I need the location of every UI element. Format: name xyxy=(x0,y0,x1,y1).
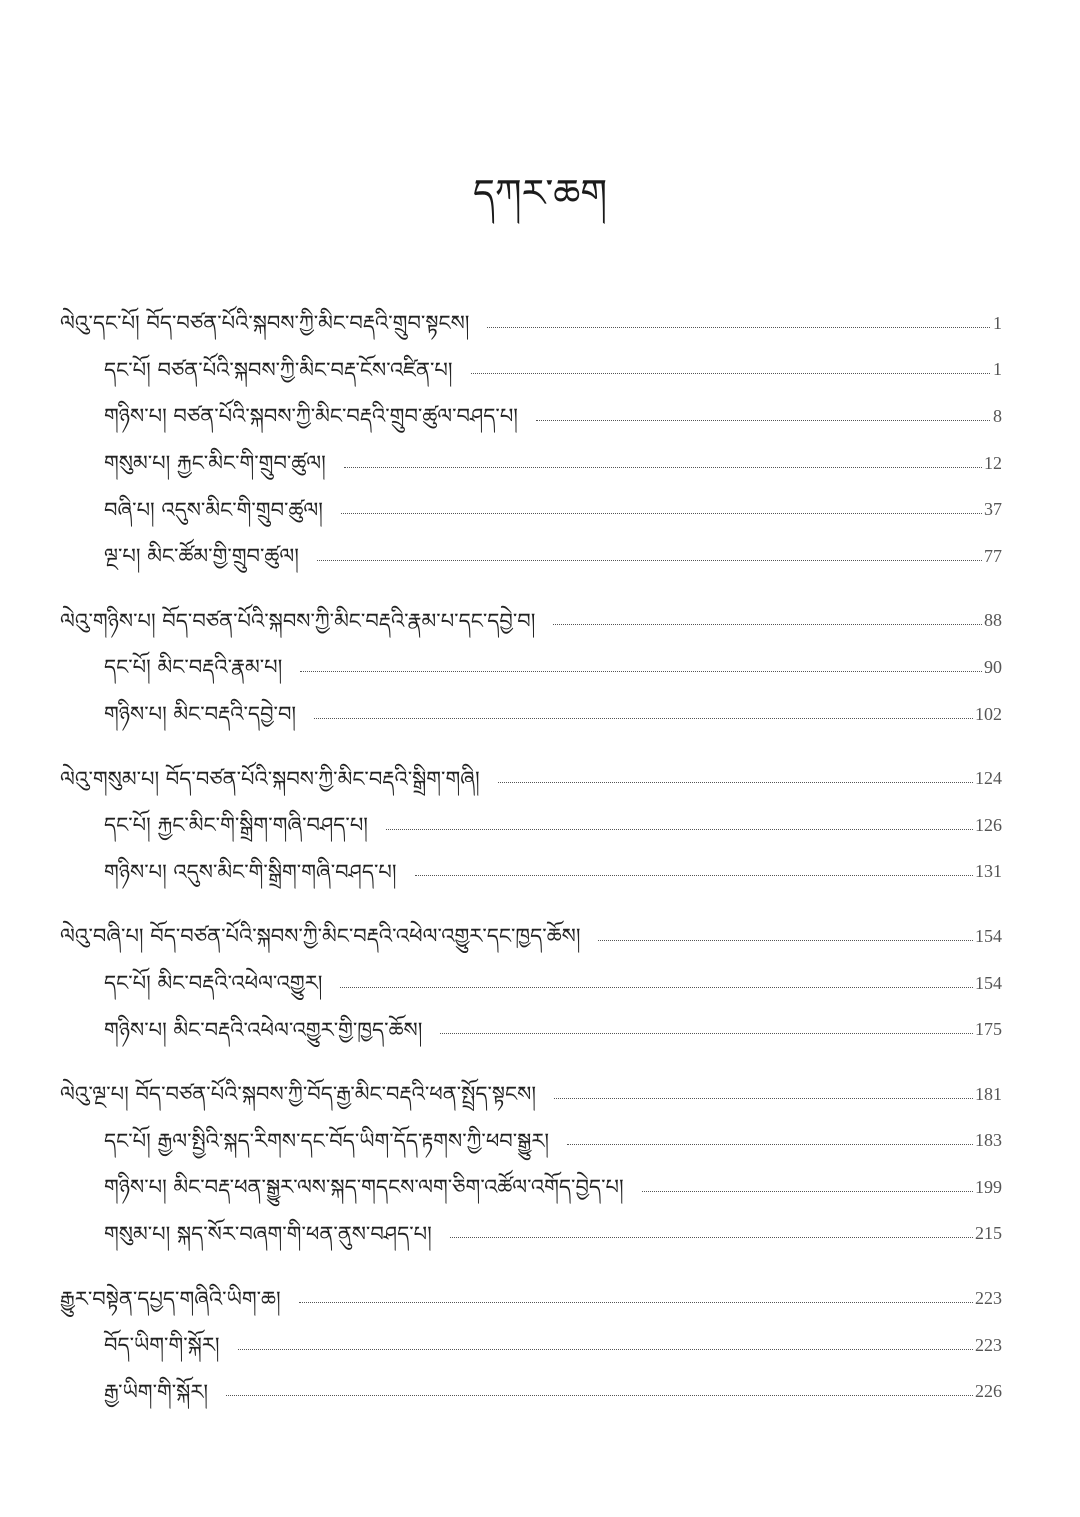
dot-leader xyxy=(415,875,973,876)
toc-entry-label: བཞི་པ། འདུས་མིང་གི་གྲུབ་ཚུལ། xyxy=(104,497,323,522)
toc-page-number: 183 xyxy=(975,1130,1002,1151)
dot-leader xyxy=(471,373,990,374)
toc-page-number: 1 xyxy=(993,312,1002,333)
dot-leader xyxy=(341,513,982,514)
toc-section-entry[interactable] xyxy=(60,1211,1002,1258)
dot-leader xyxy=(487,327,990,328)
toc-page-number: 8 xyxy=(993,405,1002,426)
dot-leader xyxy=(314,718,973,719)
dot-leader xyxy=(567,1144,973,1145)
chapter-2 xyxy=(60,598,1002,738)
toc-entry-label: གསུམ་པ། རྐྱང་མིང་གི་གྲུབ་ཚུལ། xyxy=(104,451,326,476)
dot-leader xyxy=(344,467,982,468)
toc-page-number: 124 xyxy=(975,768,1002,789)
toc-section-entry[interactable] xyxy=(60,1322,1002,1369)
dot-leader xyxy=(238,1349,973,1350)
toc-entry-label: ལེའུ་བཞི་པ། བོད་བཙན་པོའི་སྐབས་ཀྱི་མིང་བརྡའི་འཕེལ་འགྱུར་དང་ཁྱད་ཆོས། xyxy=(60,924,581,949)
toc-page-number: 154 xyxy=(975,925,1002,946)
table-of-contents xyxy=(60,300,1002,1433)
toc-section-entry[interactable] xyxy=(60,802,1002,849)
toc-page-number: 131 xyxy=(975,861,1002,882)
toc-entry-label: ལེའུ་དང་པོ། བོད་བཙན་པོའི་སྐབས་ཀྱི་མིང་བརྡའི་གྲུབ་སྟངས། xyxy=(60,311,470,336)
toc-section-entry[interactable] xyxy=(60,1006,1002,1053)
toc-entry-label: རྒྱུར་བསྟེན་དཔྱད་གཞིའི་ཡིག་ཆ། xyxy=(60,1286,281,1311)
toc-entry-label: གསུམ་པ། སྐད་སོར་བཞག་གི་ཕན་ནུས་བཤད་པ། xyxy=(104,1221,432,1246)
page-title: དཀར་ཆག xyxy=(472,171,608,215)
toc-page-number: 77 xyxy=(984,545,1002,566)
toc-entry-label: ལེའུ་ལྔ་པ། བོད་བཙན་པོའི་སྐབས་ཀྱི་བོད་རྒྱ་མིང་བརྡའི་ཕན་སྤྲོད་སྟངས། xyxy=(60,1082,537,1107)
toc-entry-label: རྒྱ་ཡིག་གི་སྐོར། xyxy=(104,1379,209,1404)
toc-section-entry[interactable] xyxy=(60,440,1002,487)
dot-leader xyxy=(386,829,973,830)
toc-section-entry[interactable] xyxy=(60,533,1002,580)
toc-chapter-heading[interactable] xyxy=(60,598,1002,645)
toc-entry-label: གཉིས་པ། བཙན་པོའི་སྐབས་ཀྱི་མིང་བརྡའི་གྲུབ་ཚུལ་བཤད་པ། xyxy=(104,404,518,429)
toc-page-number: 215 xyxy=(975,1223,1002,1244)
toc-entry-label: དང་པོ། རྐྱང་མིང་གི་སྒྲིག་གཞི་བཤད་པ། xyxy=(104,813,368,838)
bibliography xyxy=(60,1275,1002,1415)
toc-section-entry[interactable] xyxy=(60,1368,1002,1415)
toc-page-number: 175 xyxy=(975,1019,1002,1040)
toc-section-entry[interactable] xyxy=(60,486,1002,533)
toc-page-number: 181 xyxy=(975,1083,1002,1104)
dot-leader xyxy=(440,1033,973,1034)
toc-entry-label: བོད་ཡིག་གི་སྐོར། xyxy=(104,1333,220,1358)
toc-entry-label: ལེའུ་གཉིས་པ། བོད་བཙན་པོའི་སྐབས་ཀྱི་མིང་བརྡའི་རྣམ་པ་དང་དབྱེ་བ། xyxy=(60,608,536,633)
toc-page-number: 90 xyxy=(984,656,1002,677)
dot-leader xyxy=(450,1237,973,1238)
dot-leader xyxy=(536,420,990,421)
toc-entry-label: གཉིས་པ། མིང་བརྡ་ཕན་སྒྱུར་ལས་སྐད་གདངས་ལག་ཅིག་འཚོལ་འགོད་བྱེད་པ། xyxy=(104,1175,624,1200)
dot-leader xyxy=(340,987,973,988)
dot-leader xyxy=(226,1395,973,1396)
toc-section-entry[interactable] xyxy=(60,393,1002,440)
dot-leader xyxy=(598,940,973,941)
toc-chapter-heading[interactable] xyxy=(60,1071,1002,1118)
toc-section-entry[interactable] xyxy=(60,849,1002,896)
dot-leader xyxy=(554,1098,973,1099)
toc-entry-label: དང་པོ། མིང་བརྡའི་འཕེལ་འགྱུར། xyxy=(104,971,323,996)
dot-leader xyxy=(317,560,982,561)
toc-entry-label: དང་པོ། མིང་བརྡའི་རྣམ་པ། xyxy=(104,655,283,680)
toc-section-entry[interactable] xyxy=(60,347,1002,394)
toc-page-number: 37 xyxy=(984,499,1002,520)
toc-entry-label: ལེའུ་གསུམ་པ། བོད་བཙན་པོའི་སྐབས་ཀྱི་མིང་བརྡའི་སྒྲིག་གཞི། xyxy=(60,766,480,791)
toc-entry-label: གཉིས་པ། མིང་བརྡའི་འཕེལ་འགྱུར་གྱི་ཁྱད་ཆོས། xyxy=(104,1017,423,1042)
toc-entry-label: ལྔ་པ། མིང་ཚོམ་གྱི་གྲུབ་ཚུལ། xyxy=(104,544,299,569)
toc-page-number: 12 xyxy=(984,452,1002,473)
toc-chapter-heading[interactable] xyxy=(60,300,1002,347)
toc-entry-label: དང་པོ། རྒྱལ་སྤྱིའི་སྐད་རིགས་དང་བོད་ཡིག་དོད་རྟགས་ཀྱི་ཕབ་སྒྱུར། xyxy=(104,1128,550,1153)
toc-section-entry[interactable] xyxy=(60,1164,1002,1211)
toc-page-number: 102 xyxy=(975,703,1002,724)
toc-page-number: 226 xyxy=(975,1381,1002,1402)
chapter-3 xyxy=(60,755,1002,895)
toc-entry-label: གཉིས་པ། འདུས་མིང་གི་སྒྲིག་གཞི་བཤད་པ། xyxy=(104,859,397,884)
dot-leader xyxy=(300,671,982,672)
toc-page-number: 1 xyxy=(993,359,1002,380)
toc-section-entry[interactable] xyxy=(60,1118,1002,1165)
toc-page-number: 223 xyxy=(975,1334,1002,1355)
dot-leader xyxy=(299,1302,973,1303)
dot-leader xyxy=(642,1191,973,1192)
toc-page-number: 199 xyxy=(975,1176,1002,1197)
toc-section-entry[interactable] xyxy=(60,644,1002,691)
dot-leader xyxy=(498,782,973,783)
toc-page-number: 88 xyxy=(984,610,1002,631)
toc-page-number: 126 xyxy=(975,814,1002,835)
toc-chapter-heading[interactable] xyxy=(60,913,1002,960)
chapter-1 xyxy=(60,300,1002,580)
chapter-4 xyxy=(60,913,1002,1053)
toc-section-entry[interactable] xyxy=(60,691,1002,738)
toc-entry-label: གཉིས་པ། མིང་བརྡའི་དབྱེ་བ། xyxy=(104,702,297,727)
toc-chapter-heading[interactable] xyxy=(60,1275,1002,1322)
chapter-5 xyxy=(60,1071,1002,1257)
toc-section-entry[interactable] xyxy=(60,960,1002,1007)
toc-page-number: 154 xyxy=(975,972,1002,993)
toc-entry-label: དང་པོ། བཙན་པོའི་སྐབས་ཀྱི་མིང་བརྡ་ངོས་འཛིན་པ། xyxy=(104,357,453,382)
dot-leader xyxy=(553,624,982,625)
toc-chapter-heading[interactable] xyxy=(60,755,1002,802)
toc-page-number: 223 xyxy=(975,1288,1002,1309)
